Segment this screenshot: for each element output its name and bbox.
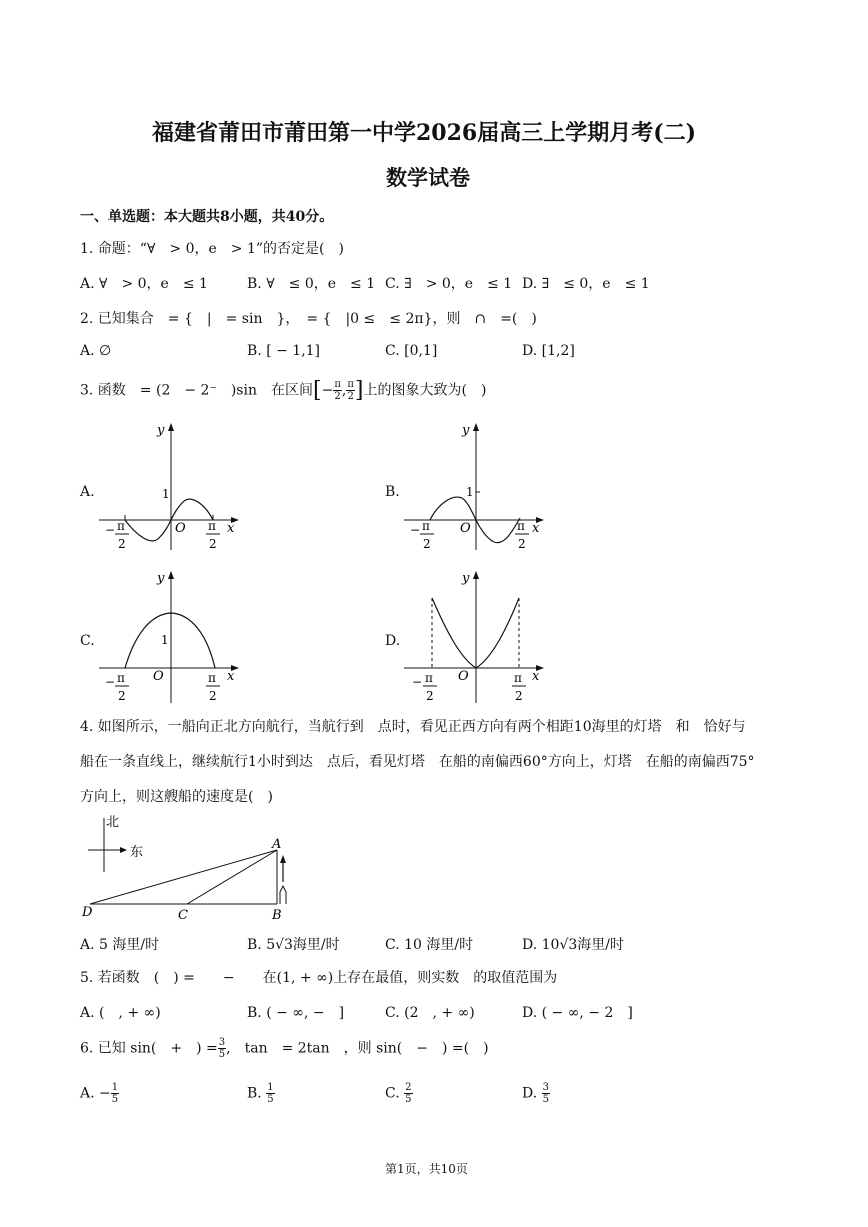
q1-stem: 1. 命题：“∀ > 0，e > 1”的否定是( ) [80,241,344,257]
q2-stem: 2. 已知集合 = { | = sin }， = { |0 ≤ ≤ 2π}，则 ∩ =( ) [80,311,537,327]
origin-label: O [458,669,469,684]
east-label: 东 [130,845,144,860]
q6-stem-fraction: $\frac{3}{5}$ [218,1037,226,1060]
q3-interval-open: [ [312,378,322,403]
q5-option-c: C. (2 , + ∞) [385,1005,475,1021]
q3-interval-close: ] [354,378,364,403]
two-label: 2 [209,689,217,703]
q6-option-d: D. $\frac{3}{5}$ [522,1082,550,1105]
q4-stem-line2: 船在一条直线上，继续航行1小时到达 点后，看见灯塔 在船的南偏西60°方向上，灯塔 在船的南偏西75° [80,754,755,770]
q5-option-b: B. ( − ∞, − ] [247,1005,345,1021]
page-title: 福建省莆田市莆田第一中学2026届高三上学期月考(二) [152,120,697,146]
two-label: 2 [518,537,526,551]
q3-stem-after: 上的图象大致为( ) [363,382,487,399]
q3-label-a: A. [80,484,95,500]
pi-label: π [514,671,522,685]
pi-label: π [517,519,525,533]
pi-label: π [422,519,430,533]
minus-sign: − [410,523,421,537]
origin-label: O [153,669,164,684]
q5-option-d: D. ( − ∞, − 2 ] [522,1005,633,1021]
two-label: 2 [118,689,126,703]
q4-option-c: C. 10 海里/时 [385,937,474,953]
q2-option-d: D. [1,2] [522,343,575,359]
q6-option-a: A. − $\frac{1}{5}$ [80,1082,119,1105]
q3-interval-fraction-1: $\frac{\pi}{2}$ [334,379,341,402]
page-footer: 第1页，共10页 [385,1162,468,1176]
pi-label: π [117,519,125,533]
q2-option-b: B. [ − 1,1] [247,343,321,359]
q6-stem-b: , tan = 2tan ，则 sin( − ) =( ) [226,1040,489,1057]
x-axis-label: x [532,669,540,684]
q3-graph-b [400,420,550,555]
point-d-label: D [82,905,93,920]
q3-label-b: B. [385,484,400,500]
q6-stem-a: 6. 已知 sin( + ) = [80,1040,218,1057]
q3-stem-before: 3. 函数 = (2 − 2⁻ )sin 在区间 [80,382,313,399]
q2-option-c: C. [0,1] [385,343,438,359]
q6-stem [80,1037,489,1060]
origin-label: O [460,521,471,536]
q4-option-d: D. 10√3海里/时 [522,937,624,953]
two-label: 2 [209,537,217,551]
page-subtitle: 数学试卷 [386,165,470,190]
section-heading: 一、单选题：本大题共8小题，共40分。 [80,209,334,225]
q6-option-b: B. $\frac{1}{5}$ [247,1082,274,1105]
minus-sign: − [105,523,116,537]
x-axis-label: x [227,669,235,684]
q3-interval-fraction-2: $\frac{\pi}{2}$ [347,379,354,402]
q3-interval-comma: , [341,382,347,399]
pi-label: π [117,671,125,685]
one-label: 1 [162,487,170,501]
q2-option-a: A. ∅ [80,343,112,359]
q3-label-d: D. [385,633,401,649]
q4-figure [80,812,300,924]
q5-stem: 5. 若函数 ( ) = − 在(1, + ∞)上存在最值，则实数 的取值范围为 [80,970,558,986]
minus-sign: − [105,675,116,689]
q5-option-a: A. ( , + ∞) [80,1005,161,1021]
pi-label: π [208,519,216,533]
two-label: 2 [423,537,431,551]
q6-option-c: C. $\frac{2}{5}$ [385,1082,412,1105]
q1-option-d: D. ∃ ≤ 0，e ≤ 1 [522,276,650,292]
q1-option-a: A. ∀ > 0，e ≤ 1 [80,276,208,292]
point-b-label: B [272,908,282,923]
q3-stem [80,378,486,403]
q4-stem-line1: 4. 如图所示，一船向正北方向航行，当航行到 点时，看见正西方向有两个相距10海里的灯塔 和 恰好与 [80,719,746,735]
two-label: 2 [426,689,434,703]
q1-option-b: B. ∀ ≤ 0，e ≤ 1 [247,276,376,292]
q4-stem-line3: 方向上，则这艘船的速度是( ) [80,789,273,805]
two-label: 2 [118,537,126,551]
q3-interval-minus: − [321,382,334,399]
minus-sign: − [412,675,423,689]
q3-graph-c [95,568,245,708]
point-a-label: A [272,837,282,852]
y-axis-label: y [157,571,165,586]
x-axis-label: x [227,521,235,536]
q4-option-a: A. 5 海里/时 [80,937,160,953]
q4-option-b: B. 5√3海里/时 [247,937,340,953]
y-axis-label: y [157,423,165,438]
y-axis-label: y [462,571,470,586]
y-axis-label: y [462,423,470,438]
q3-graph-a [95,420,245,555]
one-label: 1 [466,485,474,499]
north-label: 北 [106,815,120,830]
pi-label: π [425,671,433,685]
q3-graph-d [400,568,550,708]
origin-label: O [175,521,186,536]
one-label: 1 [161,633,169,647]
point-c-label: C [178,908,188,923]
q1-option-c: C. ∃ > 0，e ≤ 1 [385,276,513,292]
q3-label-c: C. [80,633,95,649]
pi-label: π [208,671,216,685]
two-label: 2 [515,689,523,703]
x-axis-label: x [532,521,540,536]
